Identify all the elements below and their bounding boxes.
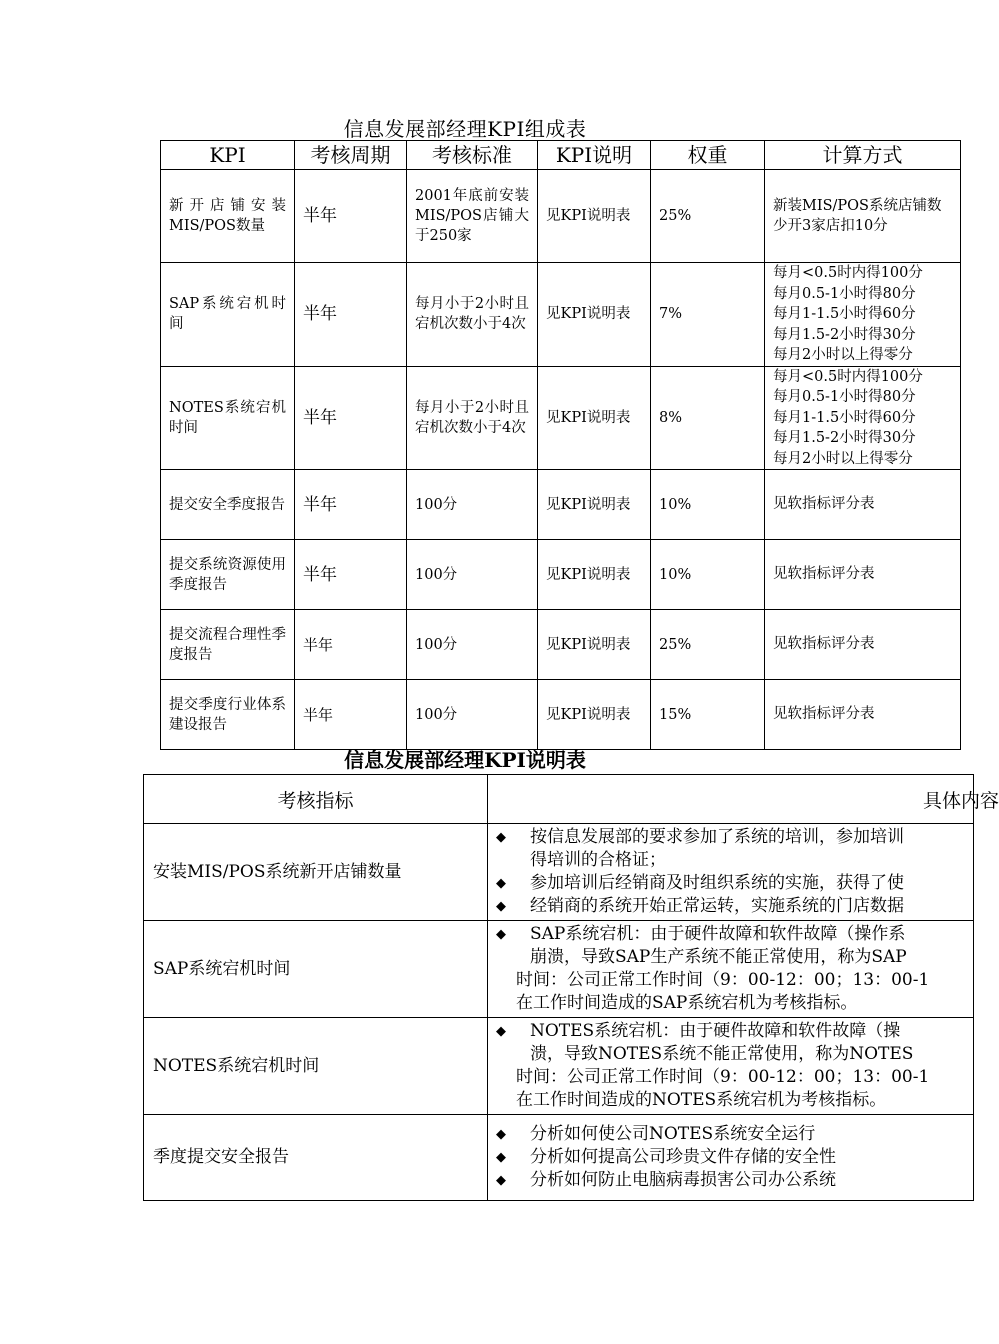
content-text: 时间：公司正常工作时间（9：00-12：00；13：00-1 — [516, 970, 930, 990]
kpi-explain-cell: 见KPI说明表 — [538, 170, 651, 263]
kpi-table-row — [161, 540, 961, 610]
kpi-name-cell: 提交系统资源使用季度报告 — [161, 540, 295, 610]
header-indicator: 考核指标 — [144, 775, 488, 824]
kpi-explain-cell: 见KPI说明表 — [538, 680, 651, 750]
kpi-cycle-cell: 半年 — [295, 170, 407, 263]
header-cycle: 考核周期 — [295, 141, 407, 170]
content-text: 分析如何使公司NOTES系统安全运行 — [530, 1124, 816, 1144]
bullet-item — [496, 1020, 973, 1043]
kpi-weight-cell: 10% — [651, 540, 765, 610]
continuation-line — [496, 1066, 973, 1089]
diamond-bullet-icon: ◆ — [496, 876, 506, 891]
content-cell — [488, 1115, 974, 1201]
bullet-item — [496, 872, 973, 895]
kpi-composition-table — [160, 140, 961, 750]
kpi-calc-cell — [765, 610, 961, 680]
kpi-name-cell: 新开店铺安装MIS/POS数量 — [161, 170, 295, 263]
continuation-line — [496, 1043, 973, 1066]
kpi-table-row — [161, 470, 961, 540]
calc-line: 见软指标评分表 — [773, 496, 875, 513]
kpi-table-row — [161, 170, 961, 263]
diamond-bullet-icon: ◆ — [496, 927, 506, 942]
desc-table-row — [144, 1115, 974, 1201]
diamond-bullet-icon: ◆ — [496, 1150, 506, 1165]
kpi-weight-cell: 25% — [651, 610, 765, 680]
kpi-cycle-cell: 半年 — [295, 540, 407, 610]
content-text: SAP系统宕机：由于硬件故障和软件故障（操作系 — [530, 924, 906, 944]
header-standard: 考核标准 — [407, 141, 538, 170]
calc-line: 每月1-1.5小时得60分 — [773, 409, 916, 426]
bullet-item — [496, 895, 973, 918]
kpi-standard-cell: 每月小于2小时且宕机次数小于4次 — [407, 366, 538, 470]
desc-table-row — [144, 1018, 974, 1115]
content-text: 在工作时间造成的SAP系统宕机为考核指标。 — [516, 993, 858, 1013]
kpi-weight-cell: 25% — [651, 170, 765, 263]
content-text: 得培训的合格证； — [530, 850, 666, 870]
content-text: 经销商的系统开始正常运转，实施系统的门店数据 — [530, 896, 904, 916]
calc-line: 每月1-1.5小时得60分 — [773, 306, 916, 322]
calc-line: 每月2小时以上得零分 — [773, 450, 913, 467]
kpi-cycle-cell: 半年 — [295, 470, 407, 540]
diamond-bullet-icon: ◆ — [496, 899, 506, 914]
kpi-weight-cell: 8% — [651, 366, 765, 470]
calc-line: 见软指标评分表 — [773, 636, 875, 653]
header-content-label: 具体内容 — [922, 789, 999, 812]
calc-line: 每月<0.5时内得100分 — [773, 368, 923, 385]
calc-line: 每月1.5-2小时得30分 — [773, 430, 916, 446]
bullet-item — [496, 1146, 973, 1169]
calc-line: 新装MIS/POS系统店铺数 — [773, 197, 942, 214]
continuation-line — [496, 1089, 973, 1112]
diamond-bullet-icon: ◆ — [496, 1127, 506, 1142]
kpi-cycle-cell: 半年 — [295, 610, 407, 680]
bullet-item — [496, 1169, 973, 1192]
kpi-calc-cell — [765, 170, 961, 263]
header-content — [488, 775, 999, 824]
kpi-standard-cell: 100分 — [407, 470, 538, 540]
header-weight: 权重 — [651, 141, 765, 170]
bullet-item — [496, 826, 973, 849]
desc-table-title: 信息发展部经理KPI说明表 — [344, 748, 586, 772]
desc-table-header-row — [144, 775, 974, 824]
content-cell — [488, 1018, 974, 1115]
content-text: 分析如何防止电脑病毒损害公司办公系统 — [530, 1170, 836, 1190]
calc-line: 见软指标评分表 — [773, 566, 875, 583]
desc-table-row — [144, 921, 974, 1018]
calc-line: 见软指标评分表 — [773, 706, 875, 723]
header-explain: KPI说明 — [538, 141, 651, 170]
kpi-table-row — [161, 263, 961, 367]
kpi-weight-cell: 7% — [651, 263, 765, 367]
header-calc: 计算方式 — [765, 141, 961, 170]
diamond-bullet-icon: ◆ — [496, 1173, 506, 1188]
kpi-calc-cell — [765, 540, 961, 610]
indicator-name-cell: 季度提交安全报告 — [144, 1115, 488, 1201]
kpi-cycle-cell: 半年 — [295, 263, 407, 367]
content-cell — [488, 921, 974, 1018]
kpi-table-row — [161, 680, 961, 750]
kpi-table-row — [161, 610, 961, 680]
continuation-line — [496, 969, 973, 992]
kpi-standard-cell: 100分 — [407, 540, 538, 610]
continuation-line — [496, 992, 973, 1015]
content-text: 时间：公司正常工作时间（9：00-12：00；13：00-1 — [516, 1067, 930, 1087]
kpi-calc-cell — [765, 366, 961, 470]
kpi-standard-cell: 2001年底前安装MIS/POS店铺大于250家 — [407, 170, 538, 263]
calc-line: 每月1.5-2小时得30分 — [773, 326, 916, 343]
header-kpi: KPI — [161, 141, 295, 170]
indicator-name-cell: 安装MIS/POS系统新开店铺数量 — [144, 824, 488, 921]
kpi-name-cell: 提交季度行业体系建设报告 — [161, 680, 295, 750]
calc-line: 少开3家店扣10分 — [773, 218, 888, 234]
indicator-name-cell: SAP系统宕机时间 — [144, 921, 488, 1018]
kpi-standard-cell: 100分 — [407, 680, 538, 750]
desc-table-row — [144, 824, 974, 921]
diamond-bullet-icon: ◆ — [496, 1024, 506, 1039]
calc-line: 每月0.5-1小时得80分 — [773, 285, 916, 302]
kpi-table-row — [161, 366, 961, 470]
kpi-table-title: 信息发展部经理KPI组成表 — [343, 117, 587, 141]
content-text: 溃，导致NOTES系统不能正常使用，称为NOTES — [530, 1044, 914, 1064]
kpi-weight-cell: 10% — [651, 470, 765, 540]
kpi-standard-cell: 每月小于2小时且宕机次数小于4次 — [407, 263, 538, 367]
kpi-name-cell: 提交流程合理性季度报告 — [161, 610, 295, 680]
diamond-bullet-icon: ◆ — [496, 830, 506, 845]
kpi-name-cell: 提交安全季度报告 — [161, 470, 295, 540]
kpi-calc-cell — [765, 680, 961, 750]
content-text: 参加培训后经销商及时组织系统的实施，获得了使 — [530, 873, 904, 893]
kpi-standard-cell: 100分 — [407, 610, 538, 680]
continuation-line — [496, 946, 973, 969]
kpi-calc-cell — [765, 263, 961, 367]
bullet-item — [496, 1123, 973, 1146]
content-cell — [488, 824, 974, 921]
content-text: 分析如何提高公司珍贵文件存储的安全性 — [530, 1147, 836, 1167]
kpi-explain-cell: 见KPI说明表 — [538, 470, 651, 540]
content-text: 按信息发展部的要求参加了系统的培训，参加培训 — [530, 827, 904, 847]
kpi-explain-cell: 见KPI说明表 — [538, 540, 651, 610]
content-text: 崩溃，导致SAP生产系统不能正常使用，称为SAP — [530, 947, 907, 967]
kpi-explain-cell: 见KPI说明表 — [538, 263, 651, 367]
content-text: 在工作时间造成的NOTES系统宕机为考核指标。 — [516, 1090, 887, 1110]
continuation-line — [496, 849, 973, 872]
kpi-calc-cell — [765, 470, 961, 540]
kpi-explain-cell: 见KPI说明表 — [538, 610, 651, 680]
bullet-item — [496, 923, 973, 946]
kpi-table-header-row — [161, 141, 961, 170]
calc-line: 每月0.5-1小时得80分 — [773, 389, 916, 405]
kpi-name-cell: SAP系统宕机时间 — [161, 263, 295, 367]
indicator-name-cell: NOTES系统宕机时间 — [144, 1018, 488, 1115]
calc-line: 每月2小时以上得零分 — [773, 347, 913, 363]
kpi-cycle-cell: 半年 — [295, 366, 407, 470]
content-text: NOTES系统宕机：由于硬件故障和软件故障（操 — [530, 1021, 901, 1041]
kpi-description-table — [143, 774, 999, 1201]
kpi-explain-cell: 见KPI说明表 — [538, 366, 651, 470]
kpi-name-cell: NOTES系统宕机时间 — [161, 366, 295, 470]
calc-line: 每月<0.5时内得100分 — [773, 265, 923, 281]
kpi-cycle-cell: 半年 — [295, 680, 407, 750]
kpi-weight-cell: 15% — [651, 680, 765, 750]
